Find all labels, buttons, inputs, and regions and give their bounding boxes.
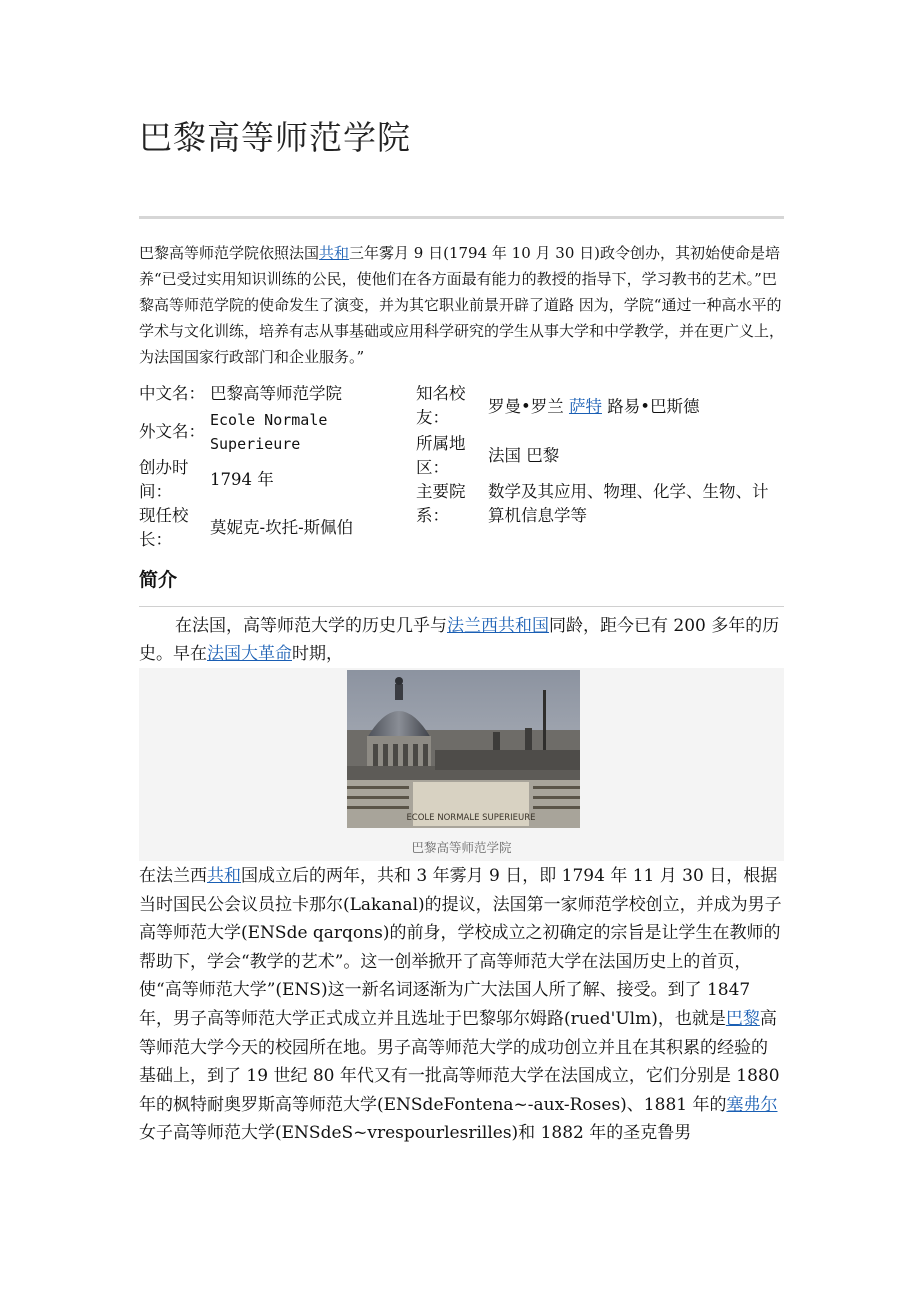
para1-text-3: 时期， [292, 644, 343, 664]
link-gonghe[interactable]: 共和 [319, 244, 350, 262]
link-french-republic[interactable]: 法兰西共和国 [447, 616, 549, 636]
intro-text-1: 巴黎高等师范学院依照法国 [139, 244, 320, 262]
chinese-name-value: 巴黎高等师范学院 [210, 384, 342, 403]
alumni-value [488, 395, 784, 419]
region-value: 法国 巴黎 [488, 446, 560, 465]
alumni-text-1: 罗曼•罗兰 [488, 397, 569, 416]
page-title: 巴黎高等师范学院 [139, 118, 411, 157]
building-photo[interactable] [347, 670, 580, 828]
figure [139, 668, 784, 861]
link-republic[interactable]: 共和 [207, 866, 241, 886]
ens-building-image [347, 670, 580, 828]
intro-section-paragraph-2 [139, 862, 784, 1148]
para1-text-1: 在法国，高等师范大学的历史几乎与 [175, 616, 447, 636]
departments-label: 主要院系： [416, 482, 466, 525]
founded-value: 1794 年 [210, 470, 274, 489]
link-sartre[interactable]: 萨特 [568, 397, 602, 416]
alumni-text-2: 路易•巴斯德 [601, 397, 700, 416]
president-value: 莫妮克-坎托-斯佩伯 [210, 518, 354, 537]
region-label: 所属地区： [416, 434, 466, 477]
para2-text-3: 高等师范大学今天的校园所在地。男子高等师范大学的成功创立并且在其积累的经验的基础上，到了 19 世纪 80 年代又有一批高等师范大学在法国成立，它们分别是 1880 年的枫特耐奥罗斯高等师范大学(ENSdeFontena~-aux-Roses)、1881 年的 [139, 1008, 780, 1115]
chinese-name-label: 中文名： [139, 384, 205, 403]
intro-paragraph [139, 240, 784, 370]
title-divider [139, 216, 784, 219]
alumni-label: 知名校友： [416, 384, 466, 427]
intro-text-2: 三年雾月 9 日(1794 年 10 月 30 日)政令创办，其初始使命是培养“已受过实用知识训练的公民，使他们在各方面最有能力的教授的指导下，学习教书的艺术。”巴黎高等师范学院的使命发生了演变，并为其它职业前景开辟了道路 因为，学院“通过一种高水平的学术与文化训练，培养有志从事基础或应用科学研究的学生从事大学和中学教学，并在更广义上，为法国国家行政部门和企业服务。” [139, 244, 785, 366]
link-paris[interactable]: 巴黎 [725, 1008, 760, 1029]
departments-value: 数学及其应用、物理、化学、生物、计算机信息学等 [488, 482, 769, 525]
para2-text-4: 女子高等师范大学(ENSdeS~vrespourlesrilles)和 1882 年的圣克鲁男 [139, 1123, 692, 1144]
link-french-revolution[interactable]: 法国大革命 [207, 644, 292, 664]
president-label: 现任校长： [139, 506, 189, 549]
intro-section-paragraph-1 [139, 612, 784, 668]
figure-caption: 巴黎高等师范学院 [411, 840, 512, 855]
para2-text-2: 国成立后的两年，共和 3 年雾月 9 日，即 1794 年 11 月 30 日，根据当时国民公会议员拉卡那尔(Lakanal)的提议，法国第一家师范学校创立，并成为男子高等师范大学(ENSde qarqons)的前身，学校成立之初确定的宗旨是让学生在教师的帮助下，学会“教学的艺术”。这一创举掀开了高等师范大学在法国历史上的首页，使“高等师范大学”(ENS)这一新名词逐渐为广大法国人所了解、接受。到了 1847 年，男子高等师范大学正式成立并且选址于巴黎邬尔姆路(rued'Ulm)，也就是 [139, 866, 782, 1029]
section-divider [139, 606, 784, 607]
photo-sign-text: ECOLE NORMALE SUPERIEURE [406, 813, 536, 823]
foreign-name-value: Ecole Normale Superieure [210, 411, 328, 453]
para2-text-1: 在法兰西 [139, 866, 207, 886]
section-heading-intro: 简介 [139, 569, 178, 591]
link-sevres[interactable]: 塞弗尔 [726, 1094, 778, 1115]
foreign-name-label: 外文名： [139, 422, 205, 441]
founded-label: 创办时间： [139, 458, 189, 501]
para1-text-2: 同龄，距今已有 200 多年的历史。早在 [139, 616, 780, 664]
